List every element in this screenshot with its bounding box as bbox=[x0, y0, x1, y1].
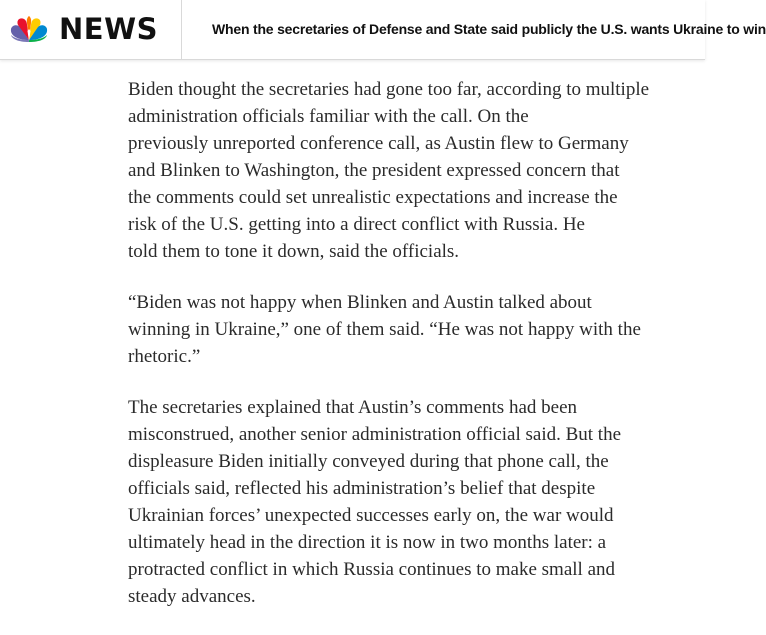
paragraph-line: misconstrued, another senior administration official said. But the bbox=[128, 424, 622, 445]
paragraph-line: Ukrainian forces’ unexpected successes early on, the war would bbox=[128, 505, 614, 526]
article-paragraph bbox=[128, 394, 690, 610]
paragraph-line: risk of the U.S. getting into a direct conflict with Russia. He bbox=[128, 214, 585, 235]
logo-wordmark: NEWS bbox=[59, 12, 158, 46]
paragraph-line: Biden thought the secretaries had gone too far, according to multiple bbox=[128, 79, 650, 100]
article-paragraph bbox=[128, 289, 690, 370]
paragraph-line: administration officials familiar with the call. On the bbox=[128, 106, 529, 127]
paragraph-line: “Biden was not happy when Blinken and Austin talked about bbox=[128, 292, 592, 313]
nbc-peacock-icon bbox=[9, 16, 49, 43]
paragraph-line: and Blinken to Washington, the president expressed concern that bbox=[128, 160, 620, 181]
article-body bbox=[128, 76, 690, 634]
paragraph-line: winning in Ukraine,” one of them said. “He was not happy with the bbox=[128, 319, 641, 340]
paragraph-line: displeasure Biden initially conveyed during that phone call, the bbox=[128, 451, 609, 472]
paragraph-line: officials said, reflected his administration’s belief that despite bbox=[128, 478, 596, 499]
paragraph-line: protracted conflict in which Russia continues to make small and bbox=[128, 559, 616, 580]
paragraph-line: the comments could set unrealistic expectations and increase the bbox=[128, 187, 618, 208]
paragraph-line: told them to tone it down, said the officials. bbox=[128, 241, 460, 262]
nbc-news-logo[interactable] bbox=[0, 0, 182, 59]
site-header bbox=[0, 0, 766, 60]
paragraph-line: ultimately head in the direction it is now in two months later: a bbox=[128, 532, 607, 553]
paragraph-line: rhetoric.” bbox=[128, 346, 201, 367]
paragraph-line: steady advances. bbox=[128, 586, 256, 607]
sticky-headline[interactable]: When the secretaries of Defense and State said publicly the U.S. wants Ukraine to win bbox=[212, 21, 766, 37]
article-paragraph bbox=[128, 76, 690, 265]
paragraph-line: previously unreported conference call, as Austin flew to Germany bbox=[128, 133, 629, 154]
paragraph-line: The secretaries explained that Austin’s comments had been bbox=[128, 397, 577, 418]
